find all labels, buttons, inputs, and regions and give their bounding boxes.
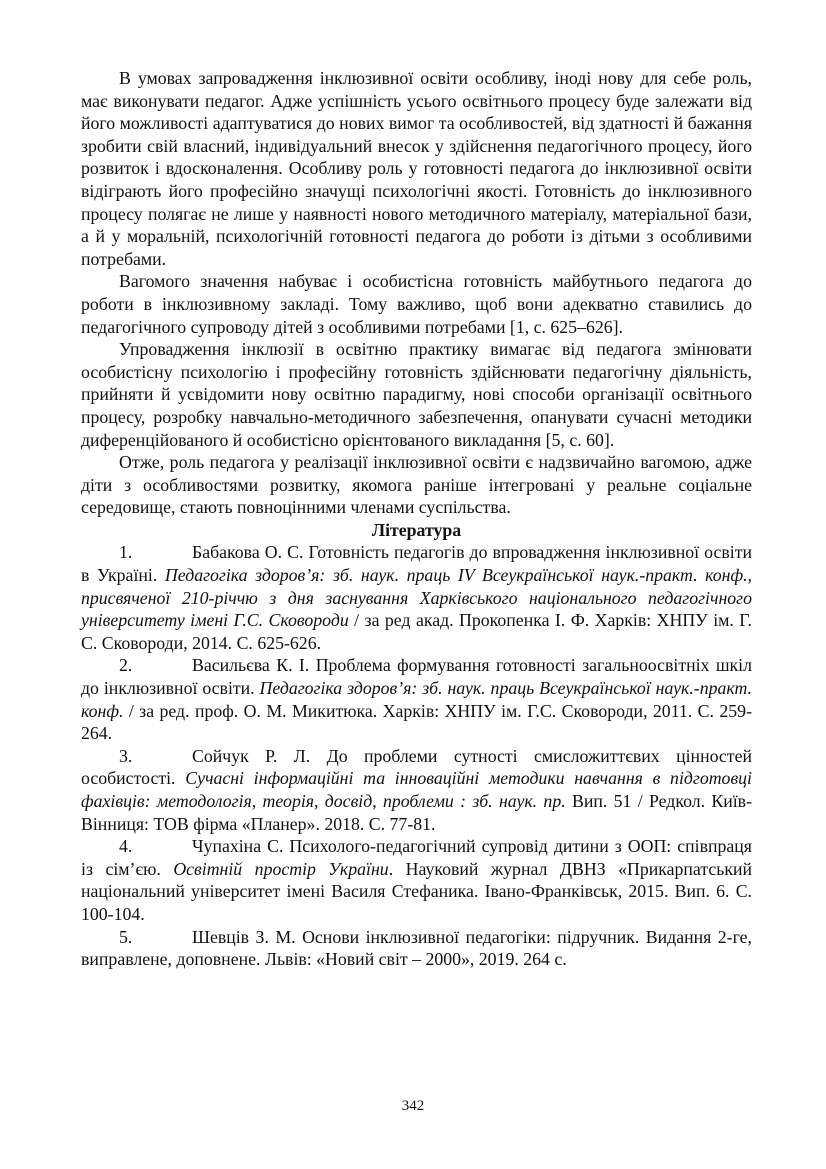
references-heading: Література bbox=[371, 519, 462, 540]
body-paragraph: В умовах запровадження інклюзивної освіти особливу, іноді нову для себе роль, має виконувати педагог. Адже успішність усього освітнього процесу буде залежати від його можливості адаптуватися до нових вимог та особливостей, від здатності й бажання зробити свій власний, індивідуальний внесок у здійснення педагогічного процесу, його розвиток і вдосконалення. Особливу роль у готовності педагога до інклюзивної освіти відіграють його професійно значущі психологічні якості. Готовність до інклюзивного процесу полягає не лише у наявності нового методичного матеріалу, матеріальної бази, а й у моральній, психологічній готовності педагога до роботи із дітьми з особливими потребами. bbox=[81, 68, 752, 269]
reference-text: Васильєва К. І. Проблема формування готовності загальноосвітніх шкіл до інклюзивної освіти. bbox=[81, 655, 752, 699]
body-paragraph: Отже, роль педагога у реалізації інклюзивної освіти є надзвичайно вагомою, адже діти з особливостями розвитку, якомога раніше інтегровані у реальне соціальне середовище, стають повноцінними членами суспільства. bbox=[81, 452, 752, 518]
reference-text: Шевців З. М. Основи інклюзивної педагогіки: підручник. Видання 2-ге, виправлене, доповнене. Львів: «Новий світ – 2000», 2019. 264 с. bbox=[81, 926, 752, 970]
reference-text: Сойчук Р. Л. До проблеми сутності смисложиттєвих цінностей особистості. bbox=[81, 745, 752, 789]
reference-number: 1. bbox=[119, 542, 133, 563]
reference-source: Педагогіка здоров’я: зб. наук. праць IV Всеукраїнської наук.-практ. конф., присвяченої 210-річчю з дня заснування Харківського національного педагогічного університету імені Г.С. Сковороди bbox=[81, 565, 752, 631]
reference-number: 2. bbox=[119, 655, 133, 676]
reference-details: . Науковий журнал ДВНЗ «Прикарпатський національний університет імені Василя Стефаника. Івано-Франківськ, 2015. Вип. 6. С. 100-104. bbox=[81, 858, 752, 924]
reference-details: / за ред акад. Прокопенка І. Ф. Харків: ХНПУ ім. Г. С. Сковороди, 2014. С. 625-626. bbox=[81, 610, 752, 653]
reference-number: 4. bbox=[119, 836, 133, 857]
reference-item bbox=[81, 541, 752, 654]
reference-item bbox=[81, 926, 752, 971]
reference-source: Педагогіка здоров’я: зб. наук. праць Всеукраїнської наук.-практ. конф. bbox=[81, 678, 752, 721]
reference-item bbox=[81, 654, 752, 744]
reference-item bbox=[81, 835, 752, 925]
reference-details: Вип. 51 / Редкол. Київ-Вінниця: ТОВ фірма «Планер». 2018. С. 77-81. bbox=[81, 791, 752, 834]
body-paragraph: Вагомого значення набуває і особистісна готовність майбутнього педагога до роботи в інклюзивному закладі. Тому важливо, щоб вони адекватно ставились до педагогічного супроводу дітей з особливими потребами [1, с. 625–626]. bbox=[81, 271, 752, 337]
reference-number: 3. bbox=[119, 745, 133, 766]
reference-source: Освітній простір України bbox=[173, 858, 389, 879]
reference-details: / за ред. проф. О. М. Микитюка. Харків: ХНПУ ім. Г.С. Сковороди, 2011. С. 259- 264. bbox=[81, 700, 752, 744]
reference-text: Чупахіна С. Психолого-педагогічний супровід дитини з ООП: співпраця із сім’єю. bbox=[81, 836, 752, 879]
reference-item bbox=[81, 745, 752, 835]
document-page bbox=[81, 67, 752, 971]
reference-number: 5. bbox=[119, 926, 133, 947]
reference-text: Бабакова О. С. Готовність педагогів до впровадження інклюзивної освіти в Україні. bbox=[81, 542, 752, 586]
page-number: 342 bbox=[401, 1098, 425, 1114]
reference-source: Сучасні інформаційні та інноваційні методики навчання в підготовці фахівців: методологія, теорія, досвід, проблеми : зб. наук. пр. bbox=[81, 768, 752, 811]
body-paragraph: Упровадження інклюзії в освітню практику вимагає від педагога змінювати особистісну психологію і професійну готовність здійснювати педагогічну діяльність, прийняти й усвідомити нову освітню парадигму, нові способи організації освітнього процесу, розробку навчально-методичного забезпечення, опанувати сучасні методики диференційованого й особистісно орієнтованого викладання [5, с. 60]. bbox=[81, 339, 752, 450]
